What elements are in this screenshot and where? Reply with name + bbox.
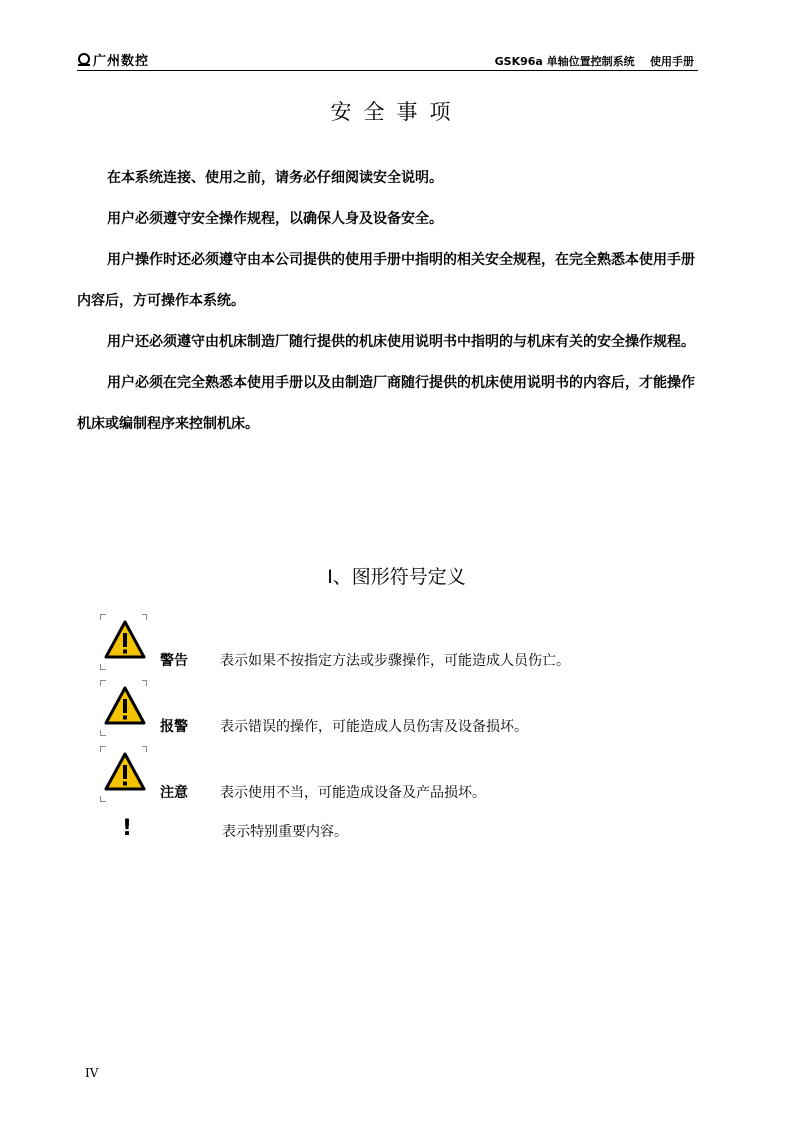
symbol-label: 注意 bbox=[160, 785, 188, 801]
symbol-row-alarm bbox=[100, 680, 700, 736]
paragraph: 用户必须在完全熟悉本使用手册以及由制造厂商随行提供的机床使用说明书的内容后，才能操作机床或编制程序来控制机床。 bbox=[77, 375, 695, 432]
warning-triangle-icon bbox=[104, 752, 146, 792]
page-number: IV bbox=[85, 1066, 99, 1080]
paragraph: 用户操作时还必须遵守由本公司提供的使用手册中指明的相关安全规程，在完全熟悉本使用手册内容后，方可操作本系统。 bbox=[77, 252, 695, 309]
header-divider bbox=[77, 70, 698, 71]
symbol-description: 表示如果不按指定方法或步骤操作，可能造成人员伤亡。 bbox=[220, 653, 570, 669]
paragraph: 在本系统连接、使用之前，请务必仔细阅读安全说明。 bbox=[107, 170, 443, 186]
warning-triangle-icon bbox=[104, 620, 146, 660]
symbol-row-warning bbox=[100, 614, 700, 670]
paragraph: 用户必须遵守安全操作规程，以确保人身及设备安全。 bbox=[107, 211, 443, 227]
company-logo bbox=[77, 50, 149, 69]
warning-triangle-icon bbox=[104, 686, 146, 726]
symbol-description: 表示使用不当，可能造成设备及产品损坏。 bbox=[220, 785, 486, 801]
page-header bbox=[77, 50, 698, 70]
gsk-logo-icon bbox=[77, 53, 91, 67]
symbol-label: 报警 bbox=[160, 719, 188, 735]
header-doc-title: GSK96a 单轴位置控制系统 使用手册 bbox=[494, 55, 694, 68]
important-description: 表示特别重要内容。 bbox=[222, 824, 348, 840]
safety-paragraphs bbox=[77, 158, 698, 445]
exclamation-icon: ! bbox=[122, 816, 133, 841]
symbol-row-caution bbox=[100, 746, 700, 802]
frame-corner bbox=[100, 730, 106, 736]
frame-corner bbox=[100, 796, 106, 802]
symbol-description: 表示错误的操作，可能造成人员伤害及设备损坏。 bbox=[220, 719, 528, 735]
page-title: 安全事项 bbox=[330, 100, 463, 124]
section-title: Ⅰ、图形符号定义 bbox=[327, 566, 466, 588]
logo-text: 广州数控 bbox=[93, 54, 150, 69]
frame-corner bbox=[100, 664, 106, 670]
symbol-label: 警告 bbox=[160, 653, 188, 669]
paragraph: 用户还必须遵守由机床制造厂随行提供的机床使用说明书中指明的与机床有关的安全操作规程。 bbox=[107, 334, 695, 350]
